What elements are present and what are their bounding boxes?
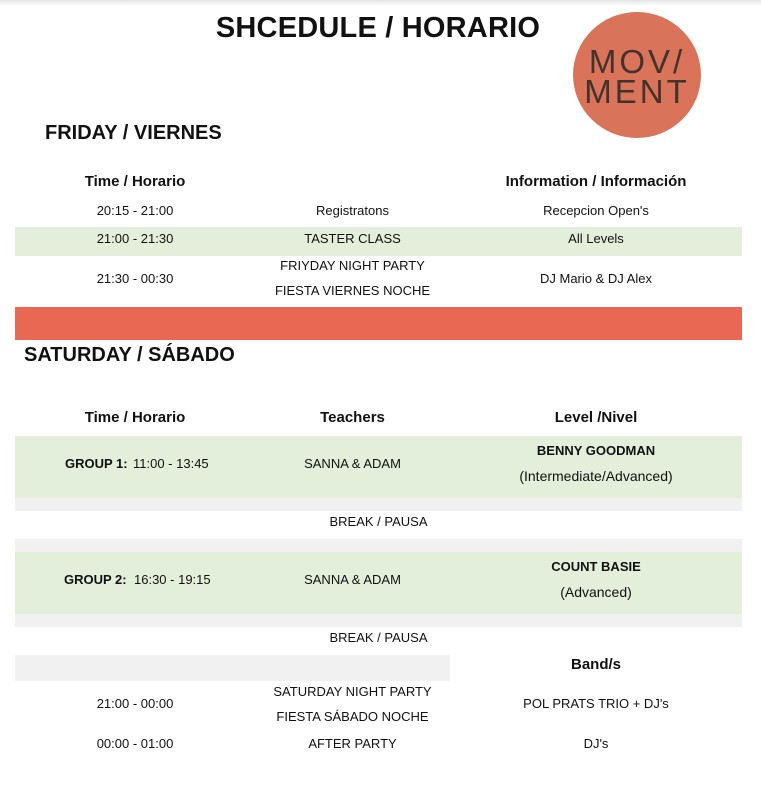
friday-time-header: Time / Horario bbox=[84, 173, 186, 190]
movement-logo bbox=[573, 12, 701, 138]
saturday-level-header: Level /Nivel bbox=[554, 409, 638, 426]
after-band: DJ's bbox=[583, 736, 609, 751]
saturday-teachers-header: Teachers bbox=[320, 409, 385, 426]
saturday-heading: SATURDAY / SÁBADO bbox=[24, 344, 235, 366]
group1-teachers: SANNA & ADAM bbox=[304, 456, 401, 471]
section-divider bbox=[15, 307, 742, 340]
group1-level-desc: (Intermediate/Advanced) bbox=[519, 468, 673, 484]
logo-line-2: MENT bbox=[584, 73, 690, 110]
party-line2: FIESTA SÁBADO NOCHE bbox=[276, 709, 429, 724]
top-shadow bbox=[0, 0, 761, 6]
friday-row2-info: All Levels bbox=[568, 231, 624, 246]
logo-line-1: MOV/ bbox=[588, 43, 686, 80]
friday-heading: FRIDAY / VIERNES bbox=[45, 122, 222, 144]
group2-teachers: SANNA & ADAM bbox=[304, 572, 401, 587]
friday-row2-time: 21:00 - 21:30 bbox=[96, 231, 174, 246]
friday-row1-time: 20:15 - 21:00 bbox=[96, 203, 174, 218]
party-time: 21:00 - 00:00 bbox=[96, 696, 174, 711]
friday-row3-event-line2: FIESTA VIERNES NOCHE bbox=[274, 283, 431, 298]
friday-row3-event-line1: FRIYDAY NIGHT PARTY bbox=[280, 258, 425, 273]
bands-left-spacer bbox=[15, 655, 450, 681]
saturday-time-header: Time / Horario bbox=[84, 409, 186, 426]
friday-row3-time: 21:30 - 00:30 bbox=[96, 271, 174, 286]
group1-spacer bbox=[15, 498, 742, 511]
page-title: SHCEDULE / HORARIO bbox=[215, 12, 541, 44]
after-event: AFTER PARTY bbox=[308, 736, 397, 751]
break1-spacer bbox=[15, 539, 742, 552]
party-line1: SATURDAY NIGHT PARTY bbox=[273, 684, 432, 699]
friday-row3-info: DJ Mario & DJ Alex bbox=[540, 271, 652, 286]
group2-level-name: COUNT BASIE bbox=[551, 559, 641, 574]
party-band: POL PRATS TRIO + DJ's bbox=[523, 696, 669, 711]
break2-label: BREAK / PAUSA bbox=[329, 630, 428, 645]
group2-time: 16:30 - 19:15 bbox=[134, 572, 211, 587]
group2-label: GROUP 2: bbox=[64, 572, 127, 587]
group1-level-name: BENNY GOODMAN bbox=[536, 443, 656, 458]
bands-header: Band/s bbox=[570, 656, 621, 673]
group1-label: GROUP 1: bbox=[65, 456, 128, 471]
break1-label: BREAK / PAUSA bbox=[329, 514, 428, 529]
group2-spacer bbox=[15, 614, 742, 627]
friday-row1-event: Registratons bbox=[316, 203, 389, 218]
friday-row1-info: Recepcion Open's bbox=[543, 203, 649, 218]
group1-time: 11:00 - 13:45 bbox=[133, 456, 209, 471]
friday-info-header: Information / Información bbox=[505, 173, 687, 190]
after-time: 00:00 - 01:00 bbox=[96, 736, 174, 751]
group2-level-desc: (Advanced) bbox=[560, 584, 632, 600]
friday-row2-event: TASTER CLASS bbox=[304, 231, 401, 246]
